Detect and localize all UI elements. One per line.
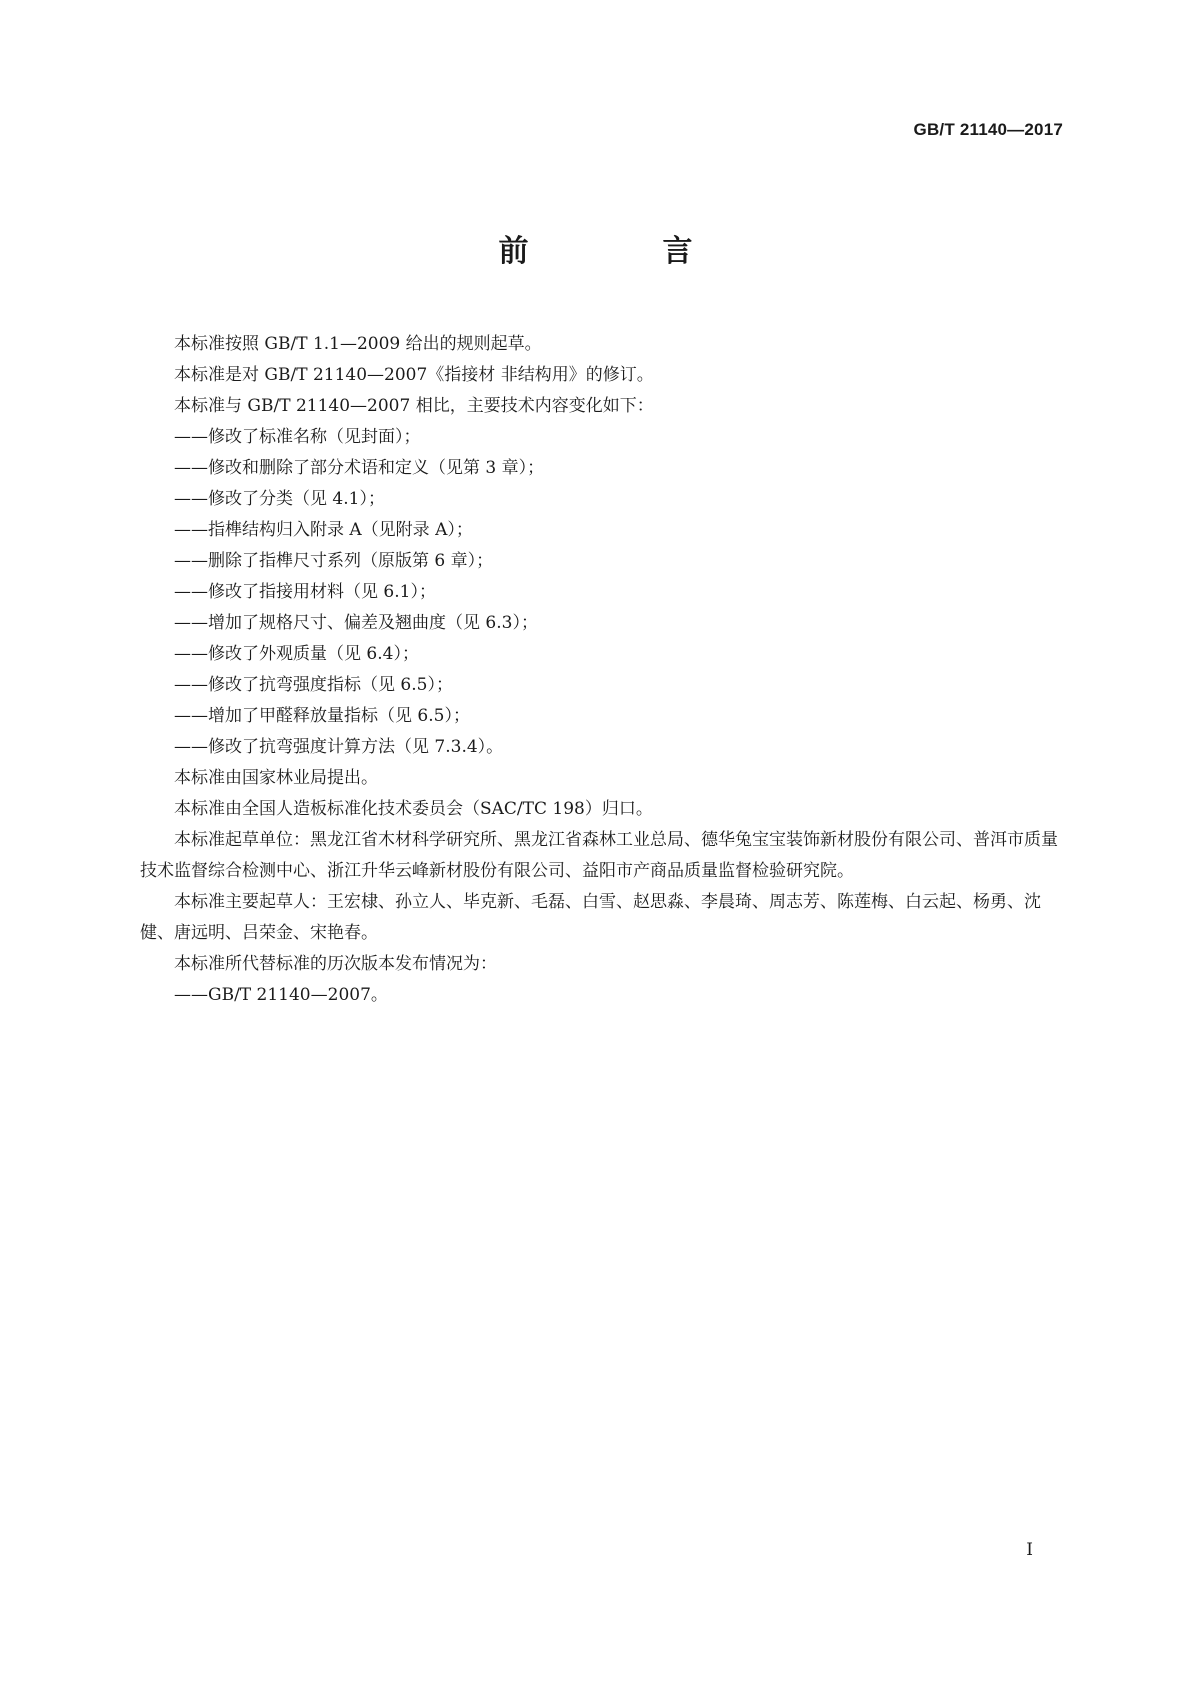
- paragraph: 本标准由国家林业局提出。: [174, 768, 378, 788]
- change-list-item: ——删除了指榫尺寸系列（原版第 6 章）；: [174, 551, 494, 571]
- page-number: I: [1026, 1540, 1033, 1560]
- paragraph: 本标准按照 GB/T 1.1—2009 给出的规则起草。: [174, 334, 542, 354]
- change-list-item: ——修改了外观质量（见 6.4）；: [174, 644, 419, 664]
- page-title: 前 言: [498, 234, 745, 269]
- paragraph: 本标准与 GB/T 21140—2007 相比，主要技术内容变化如下：: [174, 396, 654, 416]
- change-list-item: ——修改了抗弯强度计算方法（见 7.3.4）。: [174, 737, 504, 757]
- history-list-item: ——GB/T 21140—2007。: [174, 985, 388, 1005]
- standard-code-header: GB/T 21140—2017: [913, 120, 1063, 139]
- change-list-item: ——修改了指接用材料（见 6.1）；: [174, 582, 436, 602]
- change-list-item: ——增加了规格尺寸、偏差及翘曲度（见 6.3）；: [174, 613, 538, 633]
- change-list-item: ——修改了分类（见 4.1）；: [174, 489, 385, 509]
- change-list-item: ——增加了甲醛释放量指标（见 6.5）；: [174, 706, 470, 726]
- change-list-item: ——修改了抗弯强度指标（见 6.5）；: [174, 675, 453, 695]
- paragraph: 本标准所代替标准的历次版本发布情况为：: [174, 954, 497, 974]
- foreword-body: [140, 329, 1063, 1011]
- change-list-item: ——指榫结构归入附录 A（见附录 A）；: [174, 520, 473, 540]
- paragraph: 本标准由全国人造板标准化技术委员会（SAC/TC 198）归口。: [174, 799, 653, 819]
- change-list-item: ——修改和删除了部分术语和定义（见第 3 章）；: [174, 458, 545, 478]
- drafters-paragraph: 本标准主要起草人：王宏棣、孙立人、毕克新、毛磊、白雪、赵思淼、李晨琦、周志芳、陈莲梅、白云起、杨勇、沈健、唐远明、吕荣金、宋艳春。: [140, 892, 1041, 943]
- change-list-item: ——修改了标准名称（见封面）；: [174, 427, 421, 447]
- drafting-units-paragraph: 本标准起草单位：黑龙江省木材科学研究所、黑龙江省森林工业总局、德华兔宝宝装饰新材股份有限公司、普洱市质量技术监督综合检测中心、浙江升华云峰新材股份有限公司、益阳市产商品质量监督检验研究院。: [140, 830, 1058, 881]
- paragraph: 本标准是对 GB/T 21140—2007《指接材 非结构用》的修订。: [174, 365, 654, 385]
